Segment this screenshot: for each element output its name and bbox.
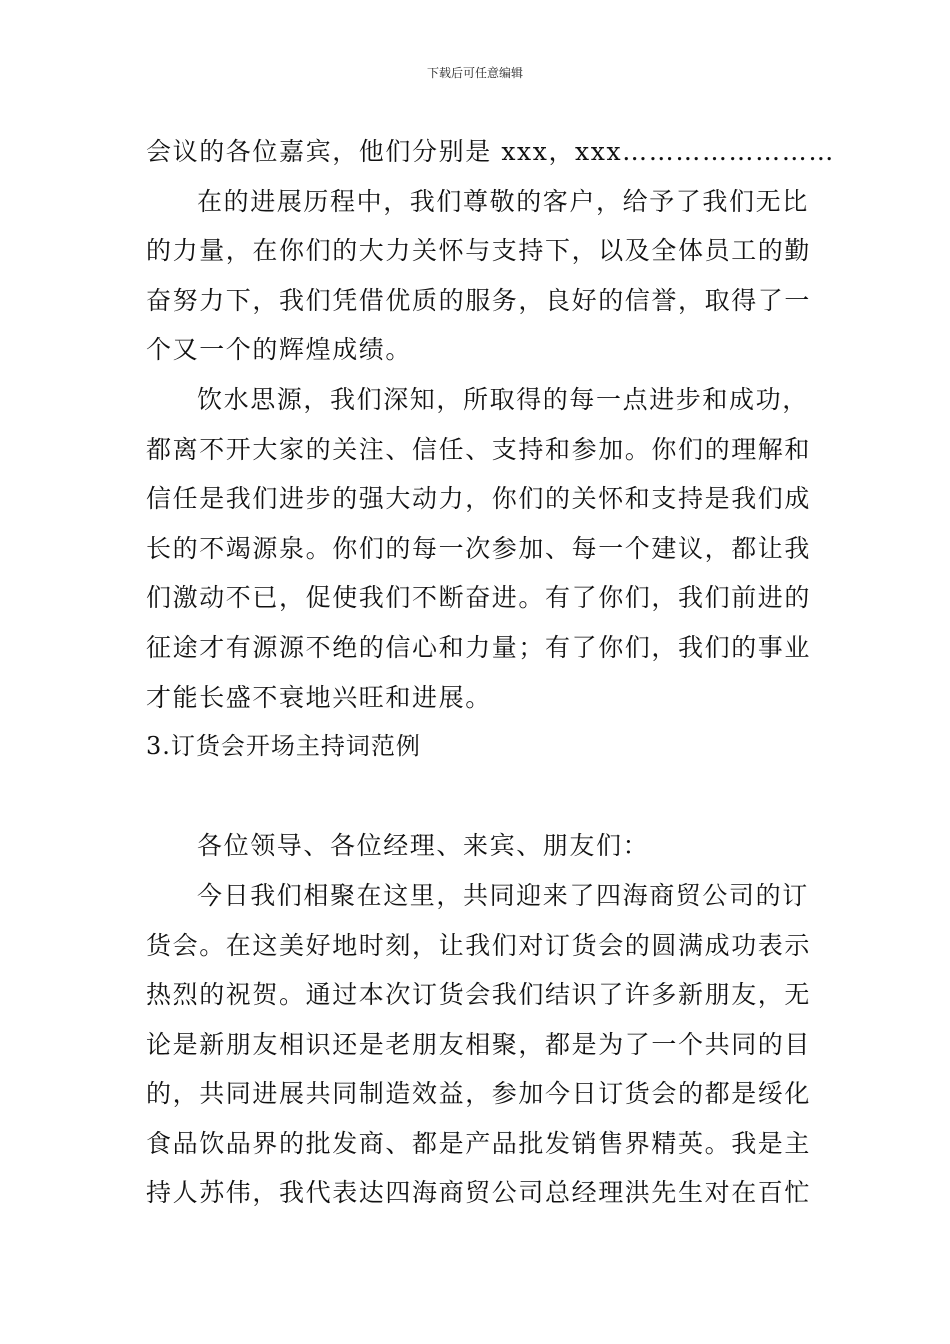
text-line: 信任是我们进步的强大动力，你们的关怀和支持是我们成 xyxy=(146,484,812,514)
blank-line xyxy=(146,772,810,822)
text-line: 论是新朋友相识还是老朋友相聚，都是为了一个共同的目 xyxy=(146,1029,812,1059)
text-line: 在的进展历程中，我们尊敬的客户，给予了我们无比 xyxy=(197,186,809,216)
section-heading: 3.订货会开场主持词范例 xyxy=(146,732,421,761)
text-line: 的，共同进展共同制造效益，参加今日订货会的都是绥化 xyxy=(146,1079,812,1109)
text-line: 热烈的祝贺。通过本次订货会我们结识了许多新朋友，无 xyxy=(146,980,812,1010)
text-line: 征途才有源源不绝的信心和力量；有了你们，我们的事业 xyxy=(146,632,812,662)
text-line: 持人苏伟，我代表达四海商贸公司总经理洪先生对在百忙 xyxy=(146,1178,812,1208)
text-line: 饮水思源，我们深知，所取得的每一点进步和成功， xyxy=(197,384,809,414)
text-line: 才能长盛不衰地兴旺和进展。 xyxy=(146,682,492,712)
text-line: 的力量，在你们的大力关怀与支持下，以及全体员工的勤 xyxy=(146,236,812,266)
greeting-line: 各位领导、各位经理、来宾、朋友们： xyxy=(197,831,650,861)
text-line: 会议的各位嘉宾，他们分别是 xxx，xxx…………………… xyxy=(146,137,835,166)
text-line: 都离不开大家的关注、信任、支持和参加。你们的理解和 xyxy=(146,434,812,464)
text-line: 长的不竭源泉。你们的每一次参加、每一个建议，都让我 xyxy=(146,533,812,563)
text-line: 个又一个的辉煌成绩。 xyxy=(146,335,413,365)
text-line: 货会。在这美好地时刻，让我们对订货会的圆满成功表示 xyxy=(146,930,812,960)
text-line: 奋努力下，我们凭借优质的服务，良好的信誉，取得了一 xyxy=(146,285,812,315)
text-line: 们激动不已，促使我们不断奋进。有了你们，我们前进的 xyxy=(146,583,812,613)
text-line: 食品饮品界的批发商、都是产品批发销售界精英。我是主 xyxy=(146,1128,812,1158)
page-header: 下载后可任意编辑 xyxy=(426,66,523,80)
text-line: 今日我们相聚在这里，共同迎来了四海商贸公司的订 xyxy=(197,880,809,910)
document-body xyxy=(146,127,835,1218)
